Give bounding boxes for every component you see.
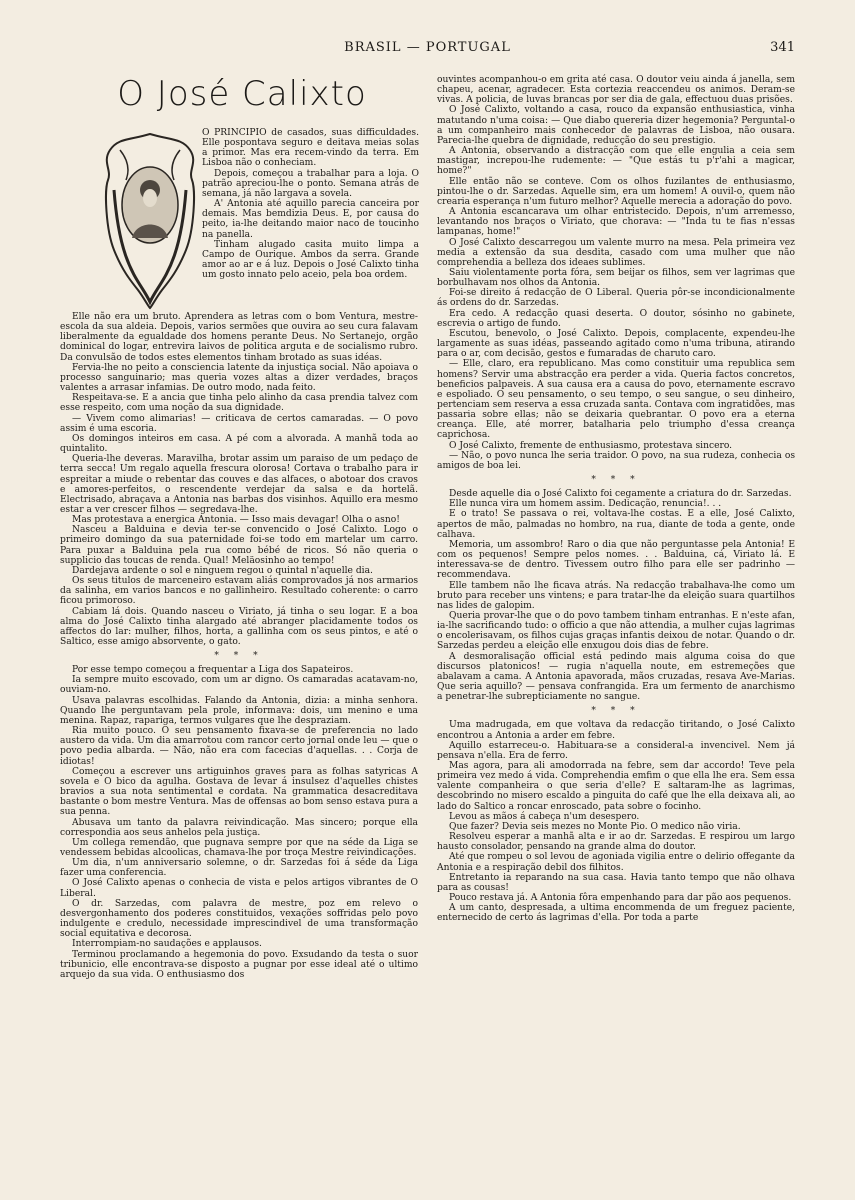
paragraph: Por esse tempo começou a frequentar a Liga dos Sapateiros. bbox=[72, 665, 354, 676]
paragraph: O José Calixto, voltando a casa, rouco da expansão enthusiastica, vinha matutando n'uma coisa: — Que diabo quereria dizer hegemonia? Perguntal-o a um companheiro mais conhecedor de palavras de Lisboa, não ousara. Parecia-lhe quebra de dignidade, reducção do seu prestigio. bbox=[437, 105, 795, 146]
paragraph: — Vivem como alimarias! — criticava de certos camaradas. — O povo assim é uma escoria. bbox=[60, 413, 418, 434]
paragraph: — Não, o povo nunca lhe seria traidor. O povo, na sua rudeza, conhecia os amigos de boa lei. bbox=[437, 450, 795, 471]
paragraph: Escutou, benevolo, o José Calixto. Depois, complacente, expendeu-lhe largamente as suas idéas, passeando agitado como n'uma tribuna, atirando para o ar, com decisão, gestos e fumaradas de charuto caro. bbox=[437, 328, 795, 360]
paragraph: Um collega remendão, que pugnava sempre por que na séde da Liga se vendessem bebidas alcoolicas, chamava-lhe por troça Mestre reivindicações. bbox=[60, 837, 418, 858]
paragraph: A um canto, despresada, a ultima encommenda de um freguez paciente, enternecido de certo ás lagrimas d'ella. Por toda a parte bbox=[437, 903, 795, 924]
paragraph: Até que rompeu o sol levou de agoniada vigilia entre o delirio offegante da Antonia e a respiração debil dos filhitos. bbox=[437, 852, 795, 873]
paragraph: ouvintes acompanhou-o em grita até casa. O doutor veiu ainda á janella, sem chapeu, acenar, agradecer. Esta cortezia reaccendeu os animos. Deram-se vivas. A policia, de luvas brancas por ser dia de gala, effectuou duas prisões. bbox=[437, 75, 795, 106]
paragraph: Aquillo estarreceu-o. Habituara-se a consideral-a invencivel. Nem já pensava n'ella. Era de ferro. bbox=[437, 740, 795, 761]
paragraph: Respeitava-se. E a ancia que tinha pelo alinho da casa prendia talvez com esse respeito, com uma noção da sua dignidade. bbox=[60, 393, 418, 414]
paragraph: — Elle, claro, era republicano. Mas como constituir uma republica sem homens? Servir uma abstracção era perder a vida. Queria factos concretos, beneficios palpaveis. A sua causa era a causa do povo, eternamente escravo e espoliado. O seu pensamento, o seu tempo, o seu sangue, o seu dinheiro, pertenciam sem reserva a essa cruzada santa. Contava com ingratidões, mas passaria sobre ellas; não se deixaria quebrantar. O povo era a eterna creança. Elle, até morrer, batalharia pelo triumpho d'essa creança caprichosa. bbox=[437, 359, 795, 441]
paragraph: Ia sempre muito escovado, com um ar digno. Os camaradas acatavam-no, ouviam-no. bbox=[60, 675, 418, 696]
paragraph: Abusava um tanto da palavra reivindicação. Mas sincero; porque ella correspondia aos seus anhelos pela justiça. bbox=[60, 817, 418, 838]
paragraph: Entretanto ia reparando na sua casa. Havia tanto tempo que não olhava para as cousas! bbox=[437, 872, 795, 893]
paragraph: A Antonia escancarava um olhar entristecido. Depois, n'um arremesso, levantando nos braços o Viriato, que chorava: — "Inda tu te fias n'essas lampanas, home!" bbox=[437, 207, 795, 238]
paragraph: Queria-lhe deveras. Maravilha, brotar assim um paraiso de um pedaço de terra secca! Um regalo aquella frescura olorosa! Cortava o trabalho para ir espreitar a miude o rebentar das couves e das alfaces, o abotoar dos cravos e amores-perfeitos, o rescendente verdejar da salsa e da hortelã. Electrisado, abraçava a Antonia nas barbas dos visinhos. Aquillo era mesmo estar a ver crescer filhos — segredava-lhe. bbox=[60, 454, 418, 515]
paragraph: Memoria, um assombro! Raro o dia que não perguntasse pela Antonia! E com os pequenos! Sempre pelos nomes. . . Balduina, cá, Viriato lá. E interessava-se de dentro. Tivessem outro filho para elle ser padrinho — recommendava. bbox=[437, 539, 795, 581]
paragraph: Dardejava ardente o sol e ninguem regou o quintal n'aquelle dia. bbox=[72, 565, 373, 576]
section-separator: * * * bbox=[214, 651, 264, 662]
paragraph: Ria muito pouco. O seu pensamento fixava-se de preferencia no lado austero da vida. Um dia amarrotou com rancor certo jornal onde leu — que o povo pedia albarda. — Não, não era com facecias d'aquellas. . . Corja de idiotas! bbox=[60, 726, 418, 767]
paragraph: O José Calixto apenas o conhecia de vista e pelos artigos vibrantes de O Liberal. bbox=[60, 878, 418, 899]
section-separator: * * * bbox=[591, 475, 641, 486]
paragraph: O José Calixto, fremente de enthusiasmo, protestava sincero. bbox=[449, 440, 733, 451]
paragraph: A desmoralisação official está pedindo mais alguma coisa do que discursos platonicos! — rugia n'aquella noute, em estremeções que abalavam a cama. A Antonia apavorada, mãos cruzadas, resava Ave-Marias. Que seria aquillo? — pensava confrangida. Era um fermento de anarchismo a penetrar-lhe subrepticiamente no sangue. bbox=[437, 651, 795, 703]
paragraph: Resolveu esperar a manhã alta e ir ao dr. Sarzedas. E respirou um largo hausto consolador, pensando na grande alma do doutor. bbox=[437, 832, 795, 853]
article-title: O José Calixto bbox=[117, 74, 367, 114]
paragraph: Desde aquelle dia o José Calixto foi cegamente a criatura do dr. Sarzedas. bbox=[449, 489, 792, 500]
paragraph: Elle tambem não lhe ficava atrás. Na redacção trabalhava-lhe como um bruto para receber uns vintens; e para tratar-lhe da eleição suara quartilhos nas lides de galopim. bbox=[437, 580, 795, 611]
column-left bbox=[60, 312, 418, 980]
paragraph: Tinham alugado casita muito limpa a Campo de Ourique. Ambos da serra. Grande amor ao ar e á luz. Depois o José Calixto tinha um gosto innato pelo aceio, pela boa ordem. bbox=[202, 239, 419, 281]
paragraph: A' Antonia até aquillo parecia canceira por demais. Mas bemdizia Deus. E, por causa do peito, ia-lhe deitando maior naco de toucinho na panella. bbox=[202, 199, 419, 240]
paragraph: Elle então não se conteve. Com os olhos fuzilantes de enthusiasmo, pintou-lhe o dr. Sarzedas. Aquelle sim, era um homem! A ouvil-o, quem não crearia esperança n'um futuro melhor? Aquelle merecia a adoração do povo. bbox=[437, 176, 795, 207]
paragraph: Mas agora, para ali amodorrada na febre, sem dar accordo! Teve pela primeira vez medo á vida. Comprehendia emfim o que ella lhe era. Sem essa valente companheira o que seria d'elle? E saltaram-lhe as lagrimas, descobrindo no misero escaldo a pinguita do café que lhe ella deixava ali, ao lado do Saltico a roncar enroscado, pata sobre o focinho. bbox=[437, 761, 795, 812]
portrait-medallion-icon bbox=[100, 130, 200, 310]
paragraph: Queria provar-lhe que o do povo tambem tinham entranhas. E n'este afan, ia-lhe sacrificando tudo: o officio a que não attendia, a mulher cujas lagrimas o encolerisavam, os filhos cujas graças infantis deixou de notar. Quando o dr. Sarzedas perdeu a eleição elle enxugou dois dias de febre. bbox=[437, 610, 795, 652]
paragraph: Elle nunca vira um homem assim. Dedicação, renuncia!. . . bbox=[449, 499, 722, 510]
paragraph: Terminou proclamando a hegemonia do povo. Exsudando da testa o suor tribunicio, elle encontrava-se disposto a pugnar por esse ideal até o ultimo arquejo da sua vida. O enthusiasmo dos bbox=[60, 949, 418, 980]
paragraph: Que fazer? Devia seis mezes no Monte Pio. O medico não viria. bbox=[449, 821, 741, 832]
column-right bbox=[437, 75, 795, 924]
paragraph: E o trato! Se passava o rei, voltava-lhe costas. E a elle, José Calixto, apertos de mão, palmadas no hombro, na rua, diante de toda a gente, onde calhava. bbox=[437, 509, 795, 540]
paragraph: O PRINCIPIO de casados, suas difficuldades. Elle pospontava seguro e deitava meias solas a primor. Mas era recem-vindo da terra. Em Lisboa não o conheciam. bbox=[202, 128, 419, 169]
paragraph: A Antonia, observando a distracção com que elle engulia a ceia sem mastigar, increpou-lhe rudemente: — "Que estás tu p'r'ahi a magicar, home?" bbox=[437, 146, 795, 177]
paragraph: Fervia-lhe no peito a consciencia latente da injustiça social. Não apoiava o processo sanguinario; mas queria vozes altas a dizer verdades, braços valentes a arrasar infamias. De outro modo, nada feito. bbox=[60, 362, 418, 394]
paragraph: Começou a escrever uns artiguinhos graves para as folhas satyricas A sovela e O bico da agulha. Gostava de levar á insulsez d'aquelles chistes bravios a sua nota sentimental e cordata. Na grammatica desacreditava bastante o bom mestre Ventura. Mas de offensas ao bom senso estava pura a sua penna. bbox=[60, 766, 418, 818]
section-separator: * * * bbox=[591, 706, 641, 717]
paragraph: Os seus titulos de marceneiro estavam aliás comprovados já nos armarios da salinha, em varios bancos e no gallinheiro. Resultado coherente: o carro ficou primoroso. bbox=[60, 576, 418, 607]
paragraph: Cabiam lá dois. Quando nasceu o Viriato, já tinha o seu logar. E a boa alma do José Calixto tinha alargado até abranger placidamente todos os affectos do lar: mulher, filhos, horta, a gallinha com os seus pintos, e até o Saltico, esse amigo absorvente, o gato. bbox=[60, 606, 418, 647]
paragraph: Era cedo. A redacção quasi deserta. O doutor, sósinho no gabinete, escrevia o artigo de fundo. bbox=[437, 308, 795, 329]
paragraph: Depois, começou a trabalhar para a loja. O patrão apreciou-lhe o ponto. Semana atrás de semana, já não largava a sovela. bbox=[202, 168, 419, 199]
paragraph: Foi-se direito á redacção de O Liberal. Queria pôr-se incondicionalmente ás ordens do dr. Sarzedas. bbox=[437, 288, 795, 309]
paragraph: Elle não era um bruto. Aprendera as letras com o bom Ventura, mestre-escola da sua aldeia. Depois, varios sermões que ouvira ao seu cura falavam liberalmente da egualdade dos homens perante Deus. No Sertanejo, orgão dominical do logar, entrevira laivos de politica arguta e de socialismo rubro. Da convulsão de todos estes elementos tinham brotado as suas idéas. bbox=[60, 312, 418, 363]
paragraph: Usava palavras escolhidas. Falando da Antonia, dizia: a minha senhora. Quando lhe perguntavam pela prole, informava: dois, um menino e uma menina. Rapaz, rapariga, termos vulgares que lhe despraziam. bbox=[60, 695, 418, 726]
paragraph: Saiu violentamente porta fóra, sem beijar os filhos, sem ver lagrimas que borbulhavam nos olhos da Antonia. bbox=[437, 267, 795, 289]
paragraph: O dr. Sarzedas, com palavra de mestre, poz em relevo o desvergonhamento dos poderes constituidos, vexações soffridas pelo povo indulgente e credulo, necessidade imprescindivel de uma transformação social equitativa e decorosa. bbox=[60, 898, 418, 940]
paragraph: Mas protestava a energica Antonia. — Isso mais devagar! Olha o asno! bbox=[72, 515, 400, 526]
page-number: 341 bbox=[770, 40, 795, 55]
paragraph: Interrompiam-no saudações e applausos. bbox=[72, 939, 262, 950]
paragraph: Levou as mãos á cabeça n'um desespero. bbox=[449, 811, 640, 822]
column-intro bbox=[202, 128, 419, 280]
paragraph: Nasceu a Balduina e devia ter-se convencido o José Calixto. Logo o primeiro domingo da sua paternidade foi-se todo em martelar um carro. Para puxar a Balduina pela rua como bébé de ricos. Só não queria o supplicio das toucas de renda. Qual! Meläosinho ao tempo! bbox=[60, 525, 418, 566]
paragraph: O José Calixto descarregou um valente murro na mesa. Pela primeira vez media a extensão da sua desdita, casado com uma mulher que não comprehendia a belleza dos ideaes sublimes. bbox=[437, 237, 795, 268]
page-header bbox=[60, 40, 795, 58]
running-title: BRASIL — PORTUGAL bbox=[344, 40, 511, 55]
paragraph: Uma madrugada, em que voltava da redacção tiritando, o José Calixto encontrou a Antonia a arder em febre. bbox=[437, 720, 795, 741]
paragraph: Pouco restava já. A Antonia fôra empenhando para dar pão aos pequenos. bbox=[449, 893, 792, 904]
paragraph: Os domingos inteiros em casa. A pé com a alvorada. A manhã toda ao quintalito. bbox=[60, 433, 418, 455]
paragraph: Um dia, n'um anniversario solemne, o dr. Sarzedas foi á séde da Liga fazer uma conferencia. bbox=[60, 858, 418, 879]
